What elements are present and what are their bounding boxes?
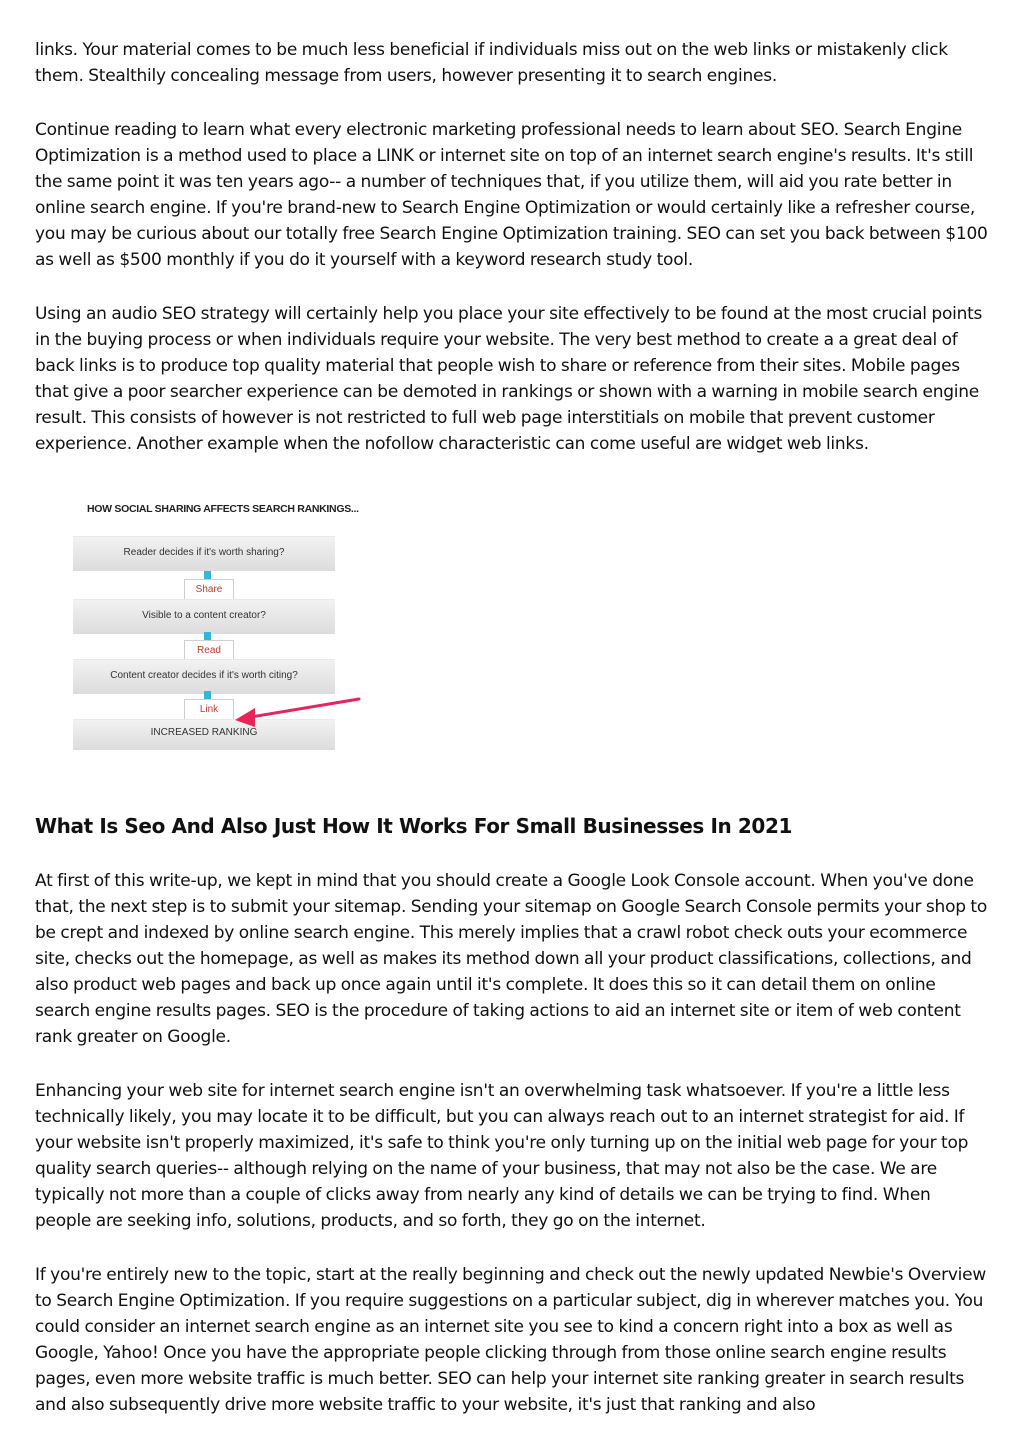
diagram-title: HOW SOCIAL SHARING AFFECTS SEARCH RANKINGS... xyxy=(87,503,359,515)
step-label: Visible to a content creator? xyxy=(142,610,266,621)
pointer-arrow-icon xyxy=(233,695,363,729)
step-label: Content creator decides if it's worth citing? xyxy=(110,670,298,681)
section-heading: What Is Seo And Also Just How It Works For Small Businesses In 2021 xyxy=(35,814,792,838)
paragraph-6: If you're entirely new to the topic, start at the really beginning and check out the newly updated Newbie's Overview to Search Engine Optimization. If you require suggestions on a particular subject, dig in wherever matches you. You could consider an internet search engine as an internet site you see to kind a concern right into a box as well as Google, Yahoo! Once you have the appropriate people clicking through from those online search engine results pages, even more website traffic is much better. SEO can help your internet site ranking greater in search results and also subsequently drive more website traffic to your website, it's just that ranking and also xyxy=(35,1265,986,1415)
paragraph-4: At first of this write-up, we kept in mind that you should create a Google Look Console account. When you've done that, the next step is to submit your sitemap. Sending your sitemap on Google Search Console permits your shop to be crept and indexed by online search engine. This merely implies that a crawl robot check outs your ecommerce site, checks out the homepage, as well as makes its method down all your product classifications, collections, and also product web pages and back up once again until it's complete. It does this so it can detail them on online search engine results pages. SEO is the procedure of taking actions to aid an internet site or item of web content rank greater on Google. xyxy=(35,871,987,1047)
step-creator-decides xyxy=(73,659,335,694)
share-box: Share xyxy=(184,579,234,601)
increased-ranking-label: INCREASED RANKING xyxy=(150,727,258,738)
step-reader-decides xyxy=(73,536,335,571)
step-label: Reader decides if it's worth sharing? xyxy=(123,547,285,558)
paragraph-5: Enhancing your web site for internet search engine isn't an overwhelming task whatsoever. If you're a little less technically likely, you may locate it to be difficult, but you can always reach out to an internet strategist for aid. If your website isn't properly maximized, it's safe to think you're only turning up on the initial web page for your top quality search queries-- although relying on the name of your business, that may not also be the case. We are typically not more than a couple of clicks away from nearly any kind of details we can be trying to find. When people are seeking info, solutions, products, and so forth, they go on the internet. xyxy=(35,1081,969,1231)
link-box: Link xyxy=(184,699,234,721)
document-page xyxy=(35,37,990,1446)
step-visible-to-creator xyxy=(73,599,335,634)
social-sharing-diagram xyxy=(73,503,383,771)
paragraph-3: Using an audio SEO strategy will certainly help you place your site effectively to be found at the most crucial points in the buying process or when individuals require your website. The very best method to create a a great deal of back links is to produce top quality material that people wish to share or reference from their sites. Mobile pages that give a poor searcher experience can be demoted in rankings or shown with a warning in mobile search engine result. This consists of however is not restricted to full web page interstitials on mobile that prevent customer experience. Another example when the nofollow characteristic can come useful are widget web links. xyxy=(35,304,983,454)
paragraph-1: links. Your material comes to be much less beneficial if individuals miss out on the web links or mistakenly click them. Stealthily concealing message from users, however presenting it to search engines. xyxy=(35,40,948,86)
read-box: Read xyxy=(184,640,234,662)
paragraph-2: Continue reading to learn what every electronic marketing professional needs to learn about SEO. Search Engine Optimization is a method used to place a LINK or internet site on top of an internet search engine's results. It's still the same point it was ten years ago-- a number of techniques that, if you utilize them, will aid you rate better in online search engine. If you're brand-new to Search Engine Optimization or would certainly like a refresher course, you may be curious about our totally free Search Engine Optimization training. SEO can set you back between $100 as well as $500 monthly if you do it yourself with a keyword research study tool. xyxy=(35,120,988,270)
